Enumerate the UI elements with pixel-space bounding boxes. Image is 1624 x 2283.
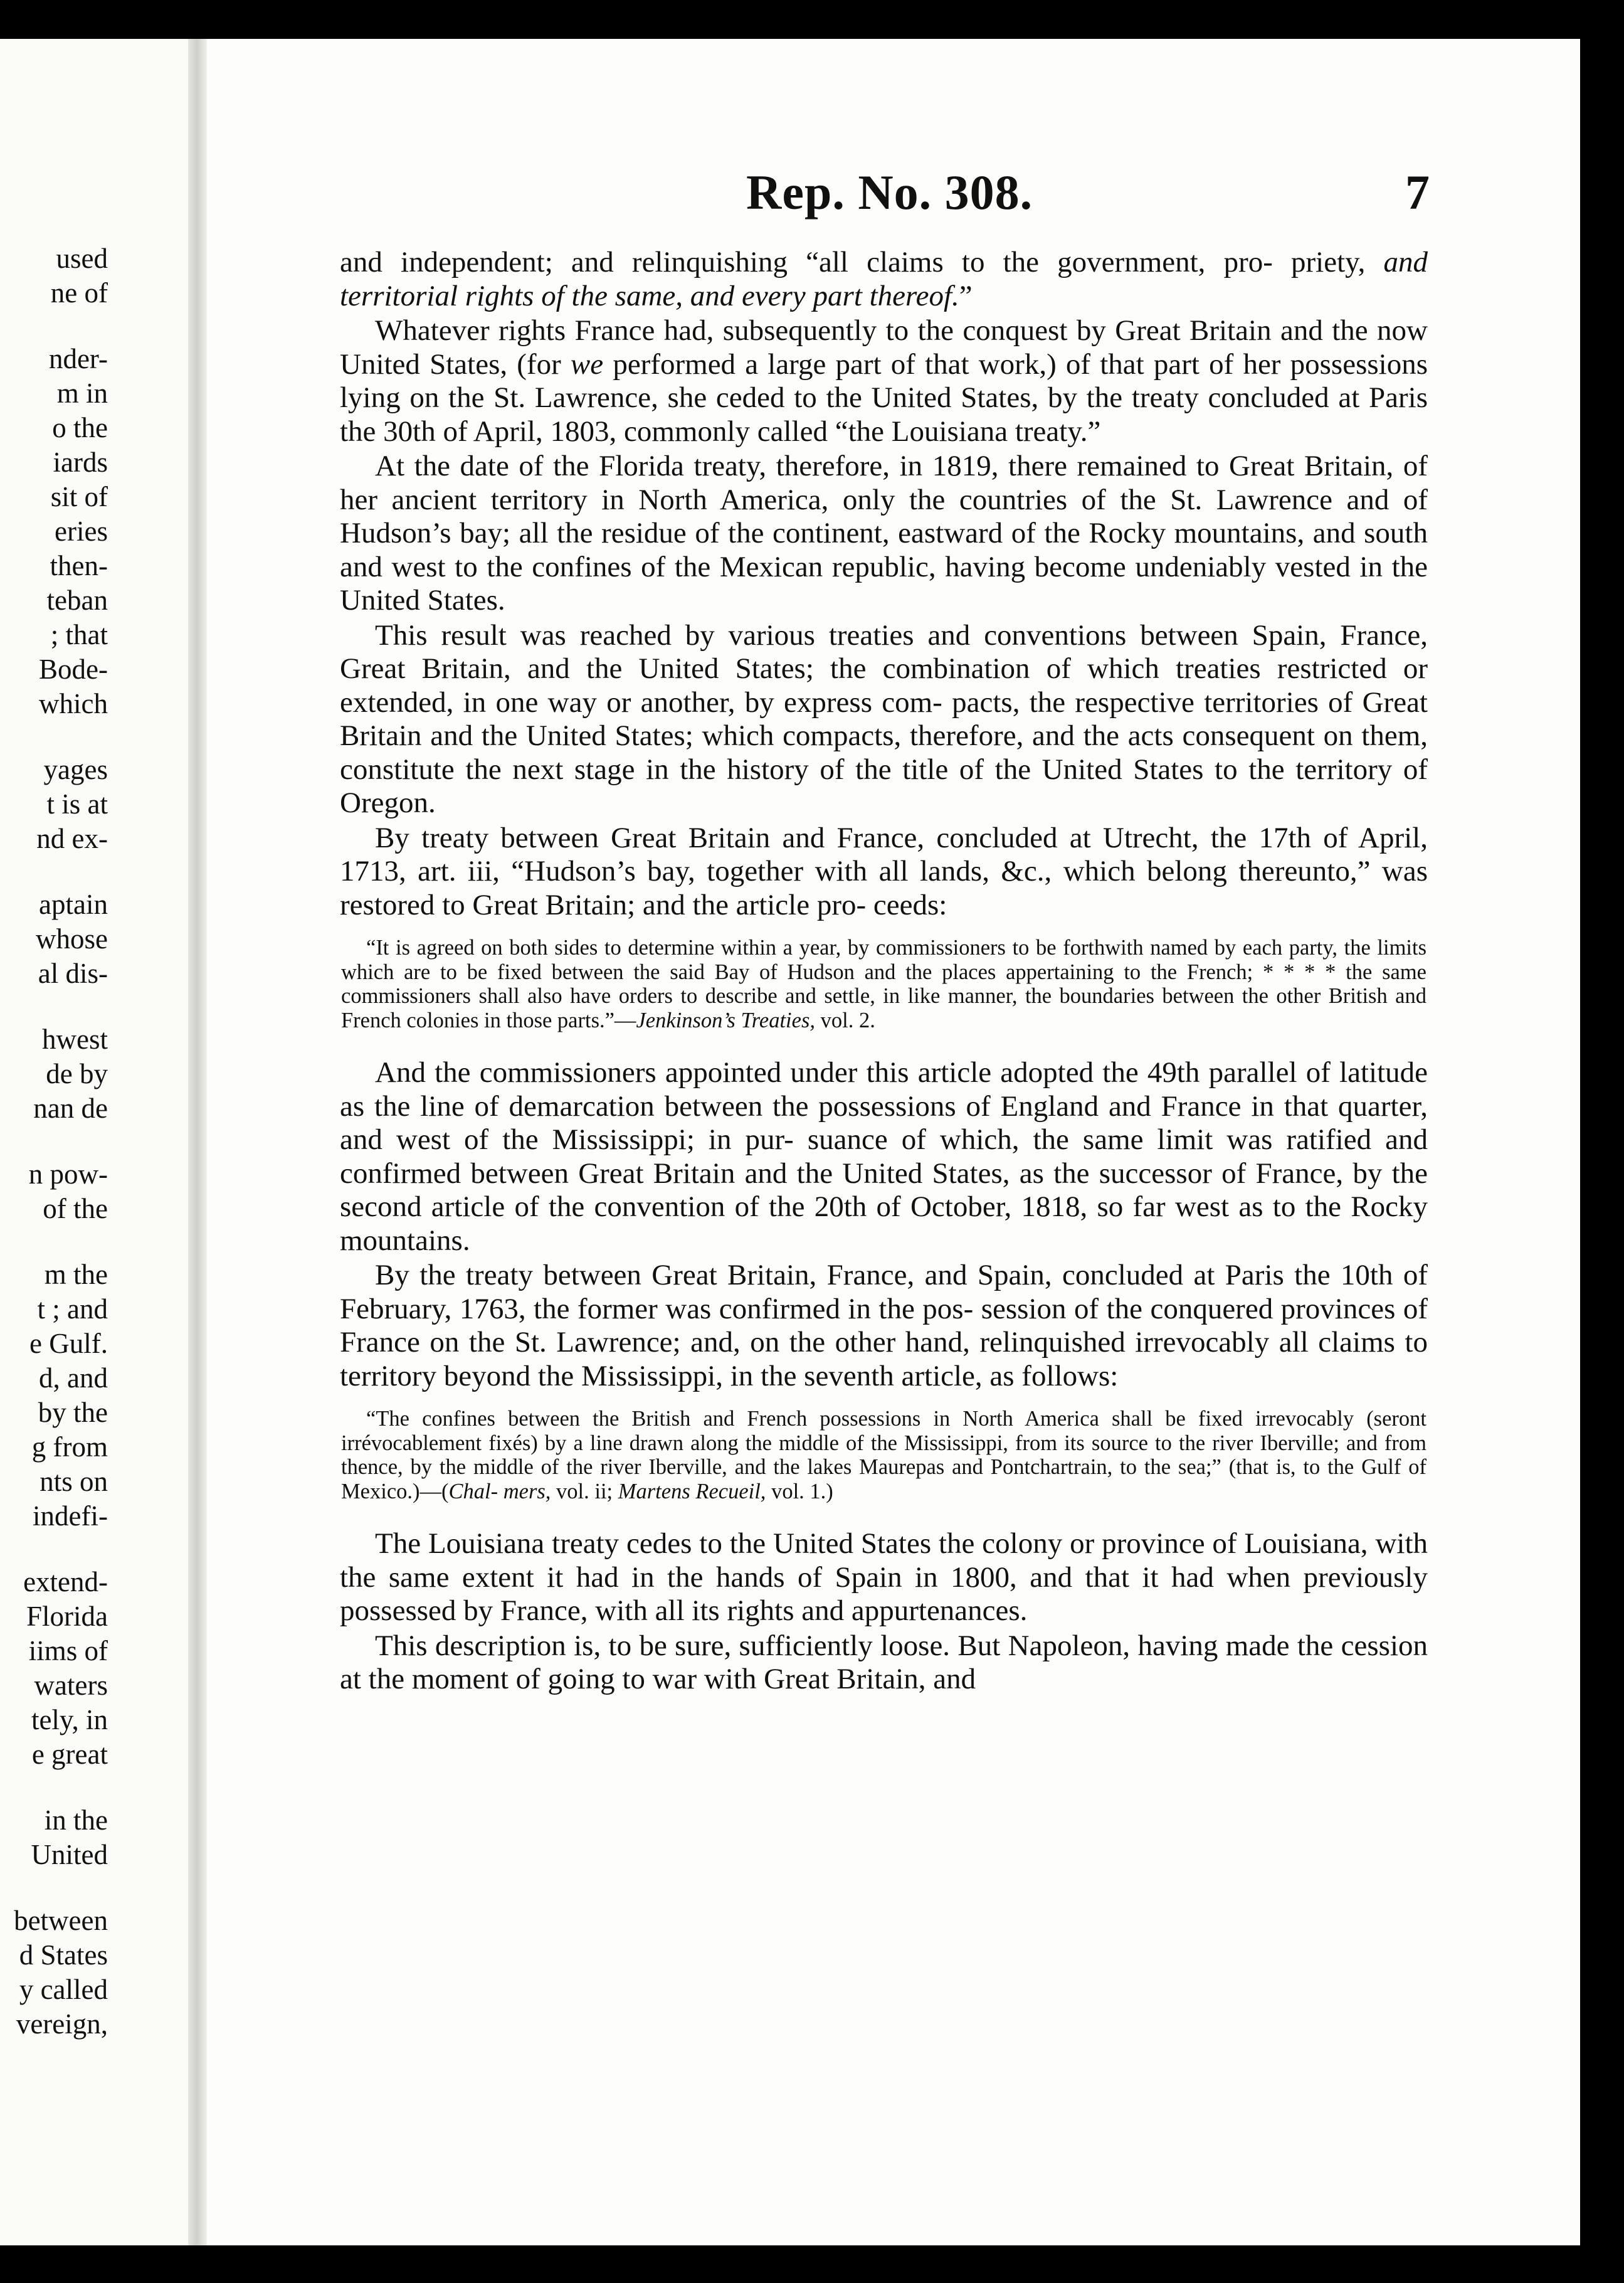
paragraph: and independent; and relinquishing “all claims to the government, pro- priety, and territorial rights of the same, and every part thereof.” (340, 246, 1428, 312)
facing-page-line: used (56, 243, 108, 274)
facing-page-line: m the (44, 1259, 108, 1290)
facing-page-line: Bode- (39, 654, 108, 685)
facing-page-line: in the (44, 1804, 108, 1836)
facing-page-line: d, and (39, 1362, 108, 1394)
page (207, 39, 1580, 2245)
facing-page-line: ; that (50, 619, 108, 650)
report-number: Rep. No. 308. (746, 165, 1033, 220)
facing-page-line: extend- (23, 1566, 108, 1597)
facing-page-line: nts on (40, 1466, 108, 1497)
book-gutter (188, 39, 207, 2245)
facing-page-line: t is at (46, 788, 108, 820)
facing-page-line: e Gulf. (29, 1328, 108, 1359)
facing-page-line: hwest (42, 1024, 108, 1055)
page-number: 7 (1405, 165, 1430, 220)
facing-page-line: iims of (28, 1635, 108, 1666)
paragraph: And the commissioners appointed under this article adopted the 49th parallel of latitude as the line of demarcation between the possessions of England and France in that quarter, and west of the Mississippi; in pur- suance of which, the same limit was ratified and confirmed between Great Britain and the United States, as the successor of France, by the second article of the convention of the 20th of October, 1818, so far west as to the Rocky mountains. (340, 1056, 1428, 1257)
block-quote: “The confines between the British and French possessions in North America shall be fixed irrevocably (seront irrévocablement fixés) by a line drawn along the middle of the Mississippi, from its source to the river Iberville; and from thence, by the middle of the river Iberville, and the lakes Maurepas and Pontchartrain, to the sea;” (that is, to the Gulf of Mexico.)—(Chal- mers, vol. ii; Martens Recueil, vol. 1.) (341, 1407, 1426, 1503)
facing-page-line: vereign, (16, 2008, 108, 2040)
paragraph: The Louisiana treaty cedes to the United States the colony or province of Louisiana, with the same extent it had in the hands of Spain in 1800, and that it had when previously possessed by France, with all its rights and appurtenances. (340, 1527, 1428, 1627)
facing-page-line: between (14, 1905, 108, 1936)
facing-page-line: by the (38, 1397, 108, 1428)
paragraph: This description is, to be sure, sufficiently loose. But Napoleon, having made the cession at the moment of going to war with Great Britain, and (340, 1629, 1428, 1695)
facing-page-line: nd ex- (36, 823, 108, 854)
block-quote: “It is agreed on both sides to determine within a year, by commissioners to be forthwith named by each party, the limits which are to be fixed between the said Bay of Hudson and the places appertaining to the French; * * * * the same commissioners shall also have orders to describe and settle, in like manner, the boundaries between the other British and French colonies in those parts.”—Jenkinson’s Treaties, vol. 2. (341, 936, 1426, 1032)
facing-page-line: nan de (33, 1093, 108, 1124)
scan-border-right (1580, 0, 1624, 2283)
facing-page-line: e great (31, 1739, 108, 1770)
paragraph: By the treaty between Great Britain, France, and Spain, concluded at Paris the 10th of February, 1763, the former was confirmed in the pos- session of the conquered provinces of France on the St. Lawrence; and, on the other hand, relinquished irrevocably all claims to territory beyond the Mississippi, in the seventh article, as follows: (340, 1259, 1428, 1392)
facing-page-line: United (31, 1839, 108, 1870)
paragraph: Whatever rights France had, subsequently to the conquest by Great Britain and the now United States, (for we performed a large part of that work,) of that part of her possessions lying on the St. Lawrence, she ceded to the United States, by the treaty concluded at Paris the 30th of April, 1803, commonly called “the Louisiana treaty.” (340, 314, 1428, 448)
facing-page-line: t ; and (37, 1293, 108, 1325)
facing-page-line: yages (43, 754, 108, 785)
facing-page-line: y called (19, 1974, 108, 2005)
paragraph: By treaty between Great Britain and France, concluded at Utrecht, the 17th of April, 1713, art. iii, “Hudson’s bay, together with all lands, &c., which belong thereunto,” was restored to Great Britain; and the article pro- ceeds: (340, 821, 1428, 921)
facing-page-line: m in (56, 378, 108, 409)
facing-page-line: whose (36, 923, 108, 955)
facing-page-line: de by (46, 1058, 108, 1089)
facing-page-line: iards (53, 447, 108, 478)
facing-page-line: tely, in (31, 1704, 108, 1735)
scan-border-bottom (0, 2245, 1624, 2283)
facing-page-line: d States (19, 1939, 108, 1971)
facing-page-fragment (0, 39, 188, 2245)
facing-page-line: teban (46, 585, 108, 616)
facing-page-line: n pow- (28, 1158, 108, 1190)
facing-page-line: sit of (50, 481, 108, 512)
scan-border-top (0, 0, 1624, 39)
running-head (207, 164, 1580, 233)
facing-page-line: nder- (48, 343, 108, 374)
facing-page-line: of the (43, 1193, 108, 1224)
facing-page-line: al dis- (38, 958, 108, 989)
facing-page-line: indefi- (33, 1500, 108, 1532)
paragraph: This result was reached by various treaties and conventions between Spain, France, Great Britain, and the United States; the combination of which treaties restricted or extended, in one way or another, by express com- pacts, the respective territories of Great Britain and the United States; which compacts, therefore, and the acts consequent on them, constitute the next stage in the history of the title of the United States to the territory of Oregon. (340, 618, 1428, 819)
facing-page-line: ne of (50, 277, 108, 309)
facing-page-line: g from (31, 1431, 108, 1463)
facing-page-line: then- (50, 550, 108, 581)
facing-page-line: aptain (39, 889, 108, 920)
facing-page-line: Florida (26, 1601, 108, 1632)
body-text (340, 246, 1428, 1698)
facing-page-line: eries (55, 516, 108, 547)
facing-page-line: o the (52, 412, 108, 443)
facing-page-line: which (39, 688, 108, 719)
paragraph: At the date of the Florida treaty, therefore, in 1819, there remained to Great Britain, of her ancient territory in North America, only the countries of the St. Lawrence and of Hudson’s bay; all the residue of the continent, eastward of the Rocky mountains, and south and west to the confines of the Mexican republic, having become undeniably vested in the United States. (340, 450, 1428, 617)
facing-page-line: waters (34, 1670, 108, 1701)
